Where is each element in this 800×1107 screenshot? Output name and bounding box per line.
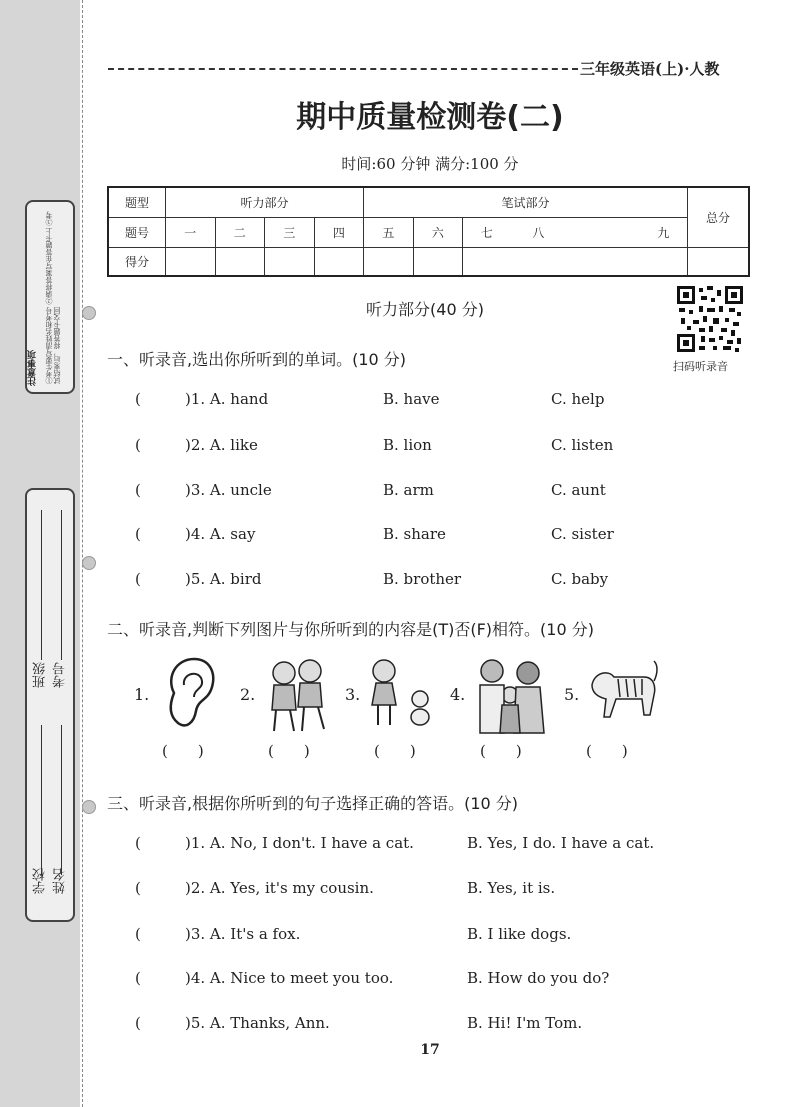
score-cell: [215, 247, 265, 276]
binding-hole: [82, 556, 96, 570]
school-line: [41, 725, 42, 875]
question-number: 二: [215, 217, 265, 247]
row-label: 题号: [108, 217, 166, 247]
ear-picture: [160, 655, 220, 730]
answer-bracket[interactable]: ( ): [480, 742, 522, 760]
row-label: 得分: [108, 247, 166, 276]
answer-bracket[interactable]: ( ): [162, 742, 204, 760]
q1-title: 一、听录音,选出你所听到的单词。(10 分): [107, 350, 407, 369]
question-number: 一: [166, 217, 216, 247]
option-b: B. I like dogs.: [467, 925, 572, 943]
option-b: B. Yes, it is.: [467, 879, 556, 897]
option-a: )4. A. Nice to meet you too.: [185, 969, 394, 987]
tiger-picture: [584, 655, 660, 725]
answer-bracket[interactable]: ( ): [374, 742, 416, 760]
answer-paren[interactable]: (: [135, 390, 141, 408]
question-number: 六: [413, 217, 463, 247]
question-number: 五: [364, 217, 414, 247]
option-a: )2. A. like: [185, 436, 258, 454]
option-b: B. brother: [383, 570, 462, 588]
answer-paren[interactable]: (: [135, 525, 141, 543]
children-picture: [262, 655, 334, 735]
option-b: B. lion: [383, 436, 432, 454]
header-dash-line: [108, 68, 578, 70]
answer-bracket[interactable]: ( ): [268, 742, 310, 760]
notice-text: ①考生要写清姓名和考号 ②请将答案写在答题卡上 ③考试结束后，将答题卡交回: [45, 211, 61, 384]
class-line: [41, 510, 42, 660]
option-b: B. Yes, I do. I have a cat.: [467, 834, 655, 852]
option-a: )5. A. bird: [185, 570, 262, 588]
exam-no-label: 考号: [53, 662, 68, 688]
score-cell: [314, 247, 364, 276]
total-header: 总分: [688, 187, 750, 247]
option-b: B. share: [383, 525, 446, 543]
question-number: 四: [314, 217, 364, 247]
picture-label: 5.: [564, 685, 580, 704]
option-b: B. How do you do?: [467, 969, 610, 987]
listening-heading: 听力部分(40 分): [366, 300, 484, 319]
answer-paren[interactable]: (: [135, 969, 141, 987]
girl-baby-picture: [366, 655, 436, 730]
option-a: )1. A. hand: [185, 390, 269, 408]
question-number: 九: [640, 217, 688, 247]
score-cell: [166, 247, 216, 276]
answer-paren[interactable]: (: [135, 879, 141, 897]
option-a: )3. A. It's a fox.: [185, 925, 301, 943]
school-label: 学校: [33, 868, 48, 894]
picture-row: [130, 655, 690, 735]
option-c: C. help: [551, 390, 605, 408]
score-cell: [265, 247, 315, 276]
student-info-box: [25, 488, 75, 922]
name-line: [61, 725, 62, 875]
answer-paren[interactable]: (: [135, 436, 141, 454]
page-title: 期中质量检测卷(二): [296, 100, 564, 135]
binding-hole: [82, 800, 96, 814]
qr-caption: 扫码听录音: [673, 360, 728, 373]
row-label: 题型: [108, 187, 166, 217]
question-number: 八: [510, 217, 639, 247]
score-cell: [364, 247, 414, 276]
option-b: B. Hi! I'm Tom.: [467, 1014, 583, 1032]
family-picture: [472, 655, 552, 735]
q3-title: 三、听录音,根据你所听到的句子选择正确的答语。(10 分): [107, 794, 519, 813]
answer-paren[interactable]: (: [135, 481, 141, 499]
q2-title: 二、听录音,判断下列图片与你所听到的内容是(T)否(F)相符。(10 分): [107, 620, 594, 639]
question-number: 三: [265, 217, 315, 247]
option-b: B. have: [383, 390, 440, 408]
answer-paren[interactable]: (: [135, 1014, 141, 1032]
picture-label: 1.: [134, 685, 150, 704]
time-info: 时间:60 分钟 满分:100 分: [341, 155, 519, 173]
answer-paren[interactable]: (: [135, 570, 141, 588]
written-header: 笔试部分: [364, 187, 688, 217]
score-cell: [688, 247, 750, 276]
option-a: )1. A. No, I don't. I have a cat.: [185, 834, 414, 852]
class-label: 班级: [33, 662, 48, 688]
answer-paren[interactable]: (: [135, 834, 141, 852]
answer-bracket[interactable]: ( ): [586, 742, 628, 760]
option-a: )4. A. say: [185, 525, 256, 543]
listening-header: 听力部分: [166, 187, 364, 217]
option-c: C. sister: [551, 525, 614, 543]
exam-no-line: [61, 510, 62, 660]
name-label: 姓名: [53, 868, 68, 894]
picture-label: 4.: [450, 685, 466, 704]
option-c: C. baby: [551, 570, 609, 588]
page-number: 17: [420, 1042, 440, 1058]
picture-label: 2.: [240, 685, 256, 704]
option-c: C. listen: [551, 436, 614, 454]
score-table: [107, 186, 750, 277]
option-c: C. aunt: [551, 481, 606, 499]
option-a: )2. A. Yes, it's my cousin.: [185, 879, 374, 897]
option-a: )3. A. uncle: [185, 481, 272, 499]
picture-label: 3.: [345, 685, 361, 704]
score-cell: [413, 247, 463, 276]
option-a: )5. A. Thanks, Ann.: [185, 1014, 330, 1032]
subject-label: 三年级英语(上)·人教: [580, 60, 720, 78]
notice-title: 注意事项: [28, 350, 38, 386]
question-number: 七: [463, 217, 511, 247]
option-b: B. arm: [383, 481, 434, 499]
score-cell: [463, 247, 688, 276]
answer-paren[interactable]: (: [135, 925, 141, 943]
